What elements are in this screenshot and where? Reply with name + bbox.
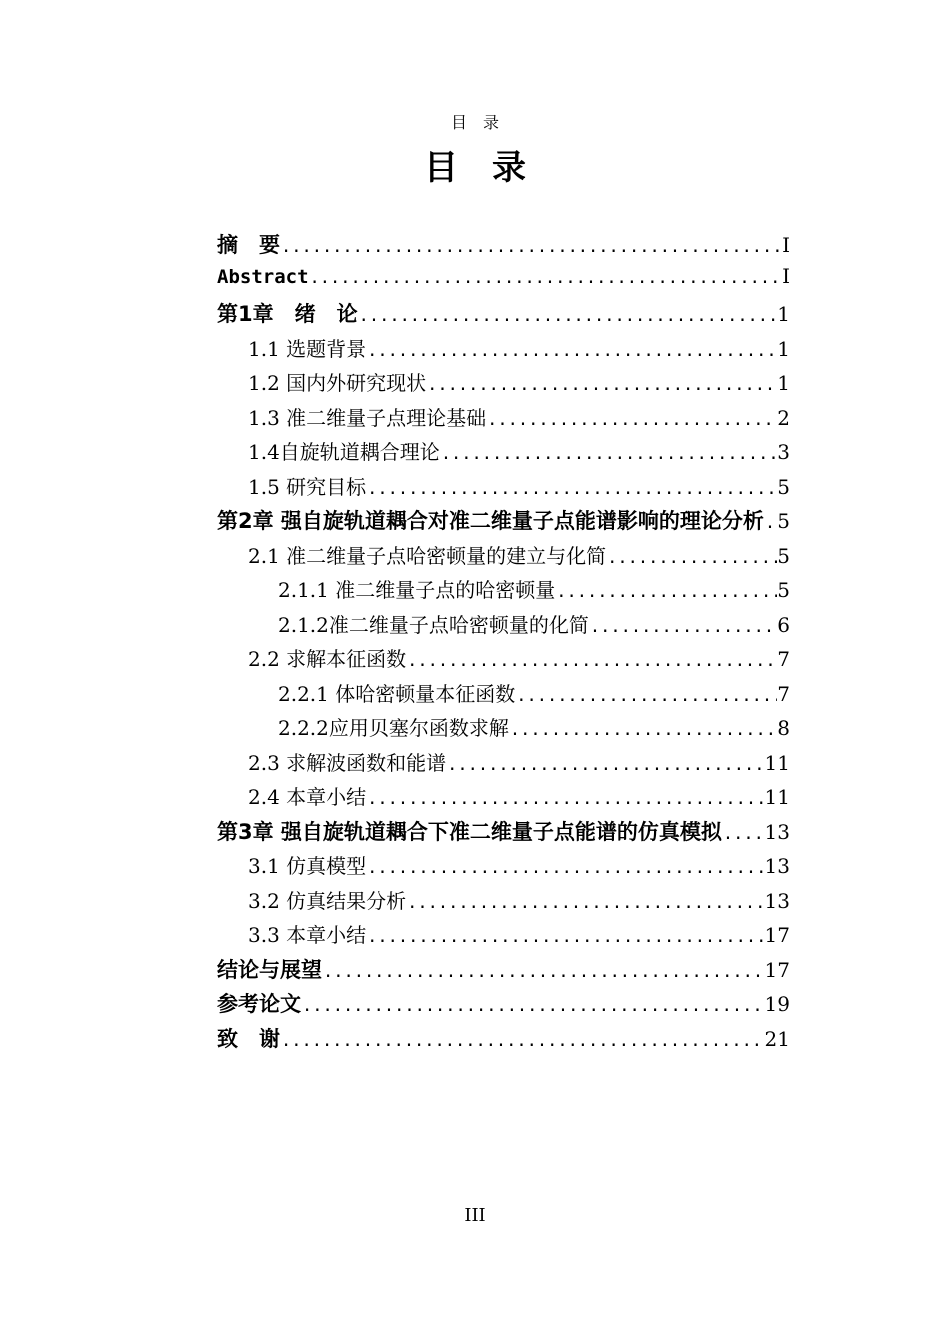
toc-entry-page: 11	[764, 785, 790, 809]
toc-leader-dots	[764, 513, 777, 533]
toc-leader-dots	[406, 651, 777, 671]
toc-entry[interactable]	[217, 574, 790, 609]
toc-entry[interactable]	[217, 850, 790, 885]
toc-entry-page: 13	[764, 854, 790, 878]
toc-entry-page: 11	[764, 750, 790, 775]
toc-entry-label: 3.2 仿真结果分析	[248, 888, 407, 913]
toc-entry-label: 致 谢	[217, 1026, 280, 1051]
toc-entry[interactable]	[217, 367, 790, 402]
toc-leader-dots	[366, 341, 777, 361]
toc-entry-page: 8	[777, 716, 790, 740]
toc-entry[interactable]	[217, 781, 790, 816]
toc-entry-label: Abstract	[217, 265, 309, 288]
toc-entry[interactable]	[217, 643, 790, 678]
toc-entry-page: 13	[764, 819, 790, 844]
toc-entry-page: 1	[777, 336, 790, 361]
toc-entry[interactable]	[217, 298, 790, 333]
toc-entry[interactable]	[217, 540, 790, 575]
toc-entry-label: 2.1 准二维量子点哈密顿量的建立与化简	[248, 543, 607, 568]
toc-entry-page: 21	[764, 1026, 790, 1051]
toc-entry[interactable]	[217, 678, 790, 713]
toc-entry-label: 2.2.2应用贝塞尔函数求解	[278, 716, 509, 740]
toc-entry[interactable]	[217, 747, 790, 782]
toc-entry-label: 1.1 选题背景	[248, 336, 367, 361]
toc-leader-dots	[722, 824, 765, 844]
toc-entry-page: 7	[777, 681, 790, 706]
toc-entry[interactable]	[217, 885, 790, 920]
toc-entry[interactable]	[217, 471, 790, 506]
toc-entry-label: 2.4 本章小结	[248, 785, 367, 809]
toc-entry-page: 7	[777, 647, 790, 671]
toc-entry-page: 6	[777, 612, 790, 637]
toc-leader-dots	[366, 789, 764, 809]
toc-leader-dots	[440, 444, 777, 464]
toc-entry-label: 2.1.1 准二维量子点的哈密顿量	[278, 578, 556, 602]
toc-entry[interactable]	[217, 988, 790, 1023]
toc-leader-dots	[322, 962, 765, 982]
running-header: 目 录	[450, 113, 499, 132]
toc-entry[interactable]	[217, 712, 790, 747]
toc-entry[interactable]	[217, 505, 790, 540]
toc-leader-dots	[301, 996, 765, 1016]
toc-leader-dots	[606, 548, 777, 568]
toc-entry[interactable]	[217, 333, 790, 368]
toc-entry-label: 结论与展望	[217, 957, 322, 982]
toc-entry-page: 5	[777, 474, 790, 499]
toc-entry[interactable]	[217, 1023, 790, 1058]
toc-leader-dots	[280, 237, 782, 257]
toc-leader-dots	[366, 927, 764, 947]
toc-entry[interactable]	[217, 609, 790, 644]
toc-entry-label: 2.3 求解波函数和能谱	[248, 750, 447, 775]
toc-entry[interactable]	[217, 816, 790, 851]
toc-entry[interactable]	[217, 402, 790, 437]
toc-entry-label: 1.3 准二维量子点理论基础	[248, 405, 487, 430]
table-of-contents	[217, 229, 790, 1057]
toc-leader-dots	[555, 582, 777, 602]
toc-leader-dots	[426, 375, 777, 395]
toc-entry-page: 17	[764, 923, 790, 947]
toc-entry-page: 2	[777, 405, 790, 430]
toc-entry[interactable]	[217, 919, 790, 954]
toc-entry-page: 17	[764, 957, 790, 982]
toc-entry-page: 19	[764, 992, 790, 1016]
toc-leader-dots	[515, 686, 777, 706]
toc-leader-dots	[406, 893, 764, 913]
toc-entry-label: 第1章 绪 论	[217, 302, 358, 326]
page-title: 目 录	[424, 148, 526, 188]
toc-entry-label: 第3章 强自旋轨道耦合下准二维量子点能谱的仿真模拟	[217, 819, 722, 844]
toc-entry-label: 参考论文	[217, 992, 301, 1016]
toc-entry-label: 1.2 国内外研究现状	[248, 371, 427, 395]
toc-entry-label: 2.2.1 体哈密顿量本征函数	[278, 681, 516, 706]
toc-entry-page: I	[782, 233, 790, 257]
toc-entry-page: I	[782, 263, 790, 288]
toc-leader-dots	[589, 617, 777, 637]
toc-entry-page: 5	[777, 543, 790, 568]
toc-entry[interactable]	[217, 436, 790, 471]
toc-leader-dots	[309, 268, 783, 288]
toc-leader-dots	[446, 755, 764, 775]
toc-entry[interactable]	[217, 264, 790, 299]
toc-entry-page: 5	[777, 509, 790, 533]
toc-entry-label: 3.1 仿真模型	[248, 854, 367, 878]
toc-leader-dots	[358, 306, 778, 326]
toc-leader-dots	[280, 1031, 765, 1051]
toc-entry-label: 1.4自旋轨道耦合理论	[248, 440, 440, 464]
toc-entry-page: 3	[777, 440, 790, 464]
toc-entry[interactable]	[217, 954, 790, 989]
toc-entry-page: 1	[777, 371, 790, 395]
toc-entry-label: 摘 要	[217, 233, 280, 257]
toc-entry-label: 第2章 强自旋轨道耦合对准二维量子点能谱影响的理论分析	[217, 509, 764, 533]
toc-leader-dots	[366, 479, 777, 499]
toc-entry-page: 13	[764, 888, 790, 913]
toc-entry-page: 5	[777, 578, 790, 602]
toc-entry-label: 2.1.2准二维量子点哈密顿量的化简	[278, 612, 589, 637]
toc-entry-page: 1	[777, 302, 790, 326]
toc-leader-dots	[509, 720, 777, 740]
page-number-footer: III	[464, 1205, 486, 1226]
toc-leader-dots	[486, 410, 777, 430]
toc-entry[interactable]	[217, 229, 790, 264]
toc-leader-dots	[366, 858, 764, 878]
toc-entry-label: 1.5 研究目标	[248, 474, 367, 499]
toc-entry-label: 2.2 求解本征函数	[248, 647, 407, 671]
toc-entry-label: 3.3 本章小结	[248, 923, 367, 947]
